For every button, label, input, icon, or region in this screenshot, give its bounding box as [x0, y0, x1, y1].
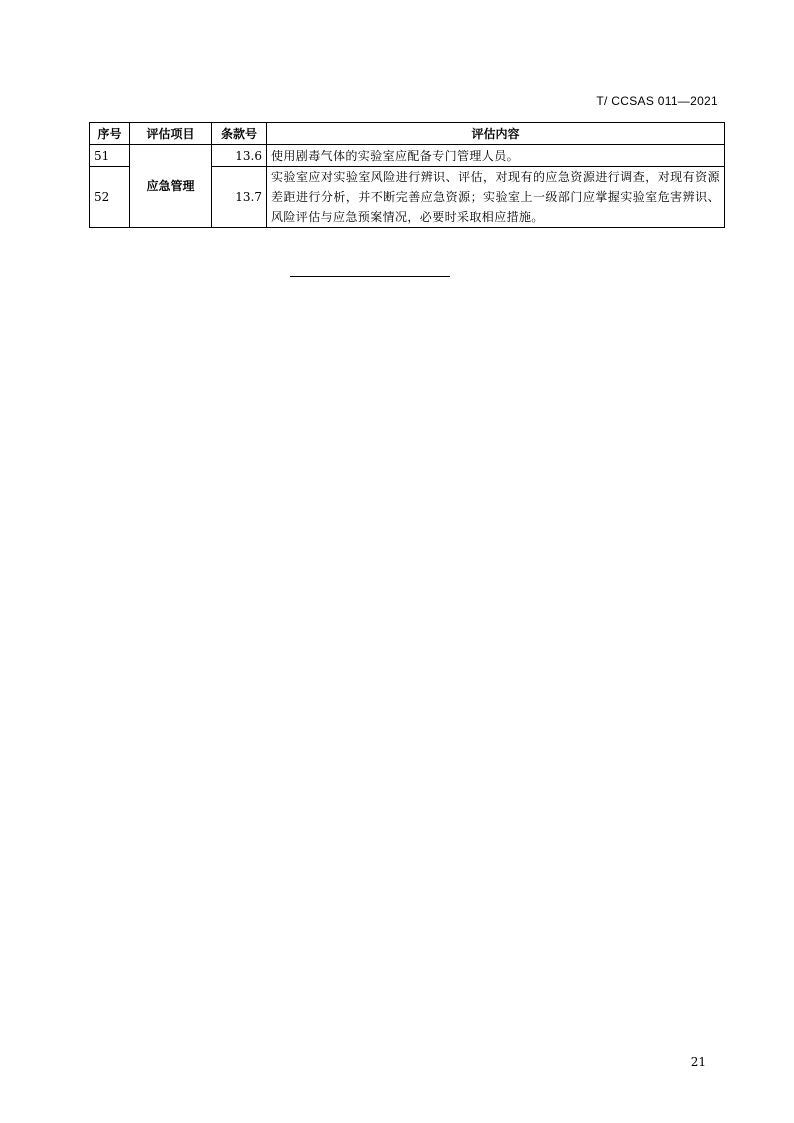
table-row: [90, 145, 725, 167]
document-number: T/ CCSAS 011—2021: [596, 94, 718, 108]
table-header-row: [90, 123, 725, 145]
row-number: 51: [90, 145, 130, 167]
page-number: 21: [690, 1055, 706, 1069]
column-header-item: 评估项目: [130, 123, 212, 145]
clause-number: 13.7: [212, 167, 267, 228]
evaluation-content: 实验室应对实验室风险进行辨识、评估，对现有的应急资源进行调查，对现有资源差距进行分析，并不断完善应急资源；实验室上一级部门应掌握实验室危害辨识、风险评估与应急预案情况，必要时采取相应措施。: [267, 167, 725, 228]
column-header-content: 评估内容: [267, 123, 725, 145]
evaluation-table: [89, 122, 725, 228]
evaluation-content: 使用剧毒气体的实验室应配备专门管理人员。: [267, 145, 725, 167]
evaluation-item: 应急管理: [130, 145, 212, 228]
row-number: 52: [90, 167, 130, 228]
column-header-clause: 条款号: [212, 123, 267, 145]
clause-number: 13.6: [212, 145, 267, 167]
end-of-document-rule: [290, 276, 450, 277]
column-header-no: 序号: [90, 123, 130, 145]
